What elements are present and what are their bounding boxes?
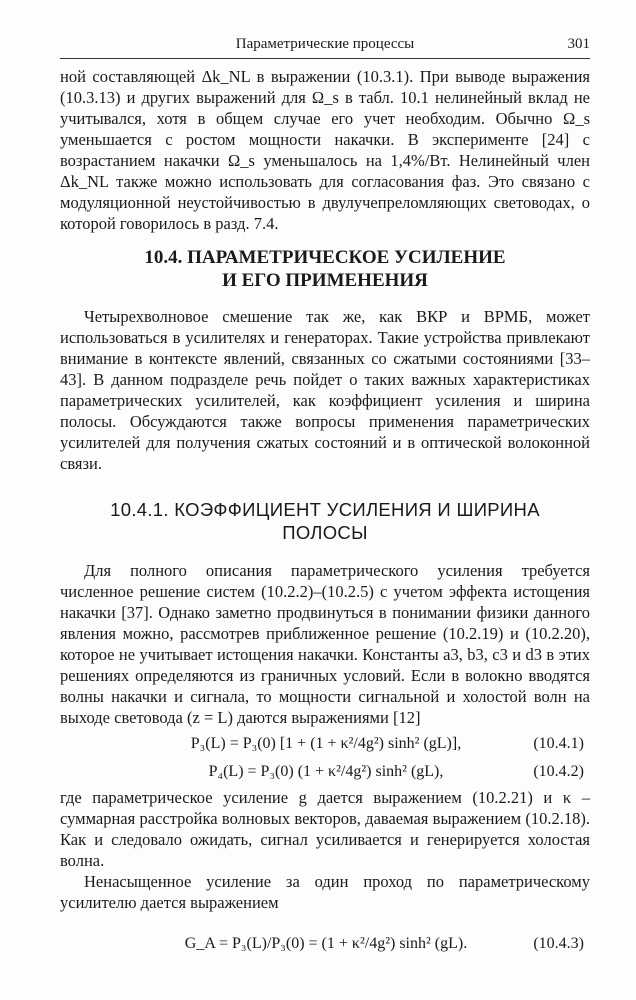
equation-number: (10.4.2)	[533, 763, 584, 780]
subsection-heading-line-2: ПОЛОСЫ	[282, 522, 368, 543]
equation-number: (10.4.3)	[533, 935, 584, 952]
page-body	[60, 66, 590, 969]
paragraph-4: где параметрическое усиление g дается выражением (10.2.21) и κ – суммарная расстройка волновых векторов, даваемая выражением (10.2.18). Как и следовало ожидать, сигнал усиливается и генерируется холостая волна.	[60, 788, 590, 870]
paragraph-5: Ненасыщенное усиление за один проход по параметрическому усилителю дается выражением	[60, 872, 590, 912]
paragraph-1: ной составляющей Δk_NL в выражении (10.3.1). При выводе выражения (10.3.13) и других выражений для Ω_s в табл. 10.1 нелинейный вклад не учитывался, хотя в общем случае его учет необходим. Обычно Ω_s уменьшается с ростом мощности накачки. В эксперименте [24] с возрастанием накачки Ω_s уменьшалось на 1,4%/Вт. Нелинейный член Δk_NL также можно использовать для согласования фаз. Это связано с модуляционной неустойчивостью в двулучепреломляющих световодах, о которой говорилось в разд. 7.4.	[60, 67, 590, 233]
subsection-heading	[60, 498, 590, 544]
equation-number: (10.4.1)	[533, 735, 584, 752]
paragraph-3: Для полного описания параметрического усиления требуется численное решение систем (10.2.2)–(10.2.5) с учетом эффекта истощения накачки [37]. Однако заметно продвинуться в понимании физики данного явления можно, рассмотрев приближенное решение (10.2.19) и (10.2.20), которое не учитывает истощения накачки. Константы a3, b3, c3 и d3 в этих решениях определяются из граничных условий. Если в волокно вводятся волны накачки и сигнала, то мощности сигнальной и холостой волн на выходе световода (z = L) даются выражениями [12]	[60, 561, 590, 727]
paragraph-2: Четырехволновое смешение так же, как ВКР и ВРМБ, может использоваться в усилителях и генераторах. Такие устройства привлекают внимание в контексте явлений, связанных со сжатыми состояниями [33–43]. В данном подразделе речь пойдет о таких важных характеристиках параметрических усилителей, как коэффициент усиления и ширина полосы. Обсуждаются также вопросы применения параметрических усилителей для получения сжатых состояний и в оптической волоконной связи.	[60, 307, 590, 473]
equation-body: P₃(L) = P₃(0) [1 + (1 + κ²/4g²) sinh² (gL)],	[190, 735, 462, 752]
equation-body: P₄(L) = P₃(0) (1 + κ²/4g²) sinh² (gL),	[208, 763, 444, 780]
subsection-heading-line-1: 10.4.1. КОЭФФИЦИЕНТ УСИЛЕНИЯ И ШИРИНА	[110, 499, 540, 520]
section-heading-line-1: 10.4. ПАРАМЕТРИЧЕСКОЕ УСИЛЕНИЕ	[144, 247, 506, 268]
section-heading	[60, 246, 590, 292]
section-heading-line-2: И ЕГО ПРИМЕНЕНИЯ	[222, 270, 428, 291]
equation-10-4-1	[60, 731, 590, 756]
running-title: Параметрические процессы	[235, 36, 415, 52]
running-header	[60, 30, 590, 59]
page-number: 301	[567, 36, 590, 52]
equation-body: G_A = P₃(L)/P₃(0) = (1 + κ²/4g²) sinh² (gL).	[184, 935, 468, 952]
equation-10-4-2	[60, 759, 590, 784]
equation-10-4-3	[60, 919, 590, 969]
